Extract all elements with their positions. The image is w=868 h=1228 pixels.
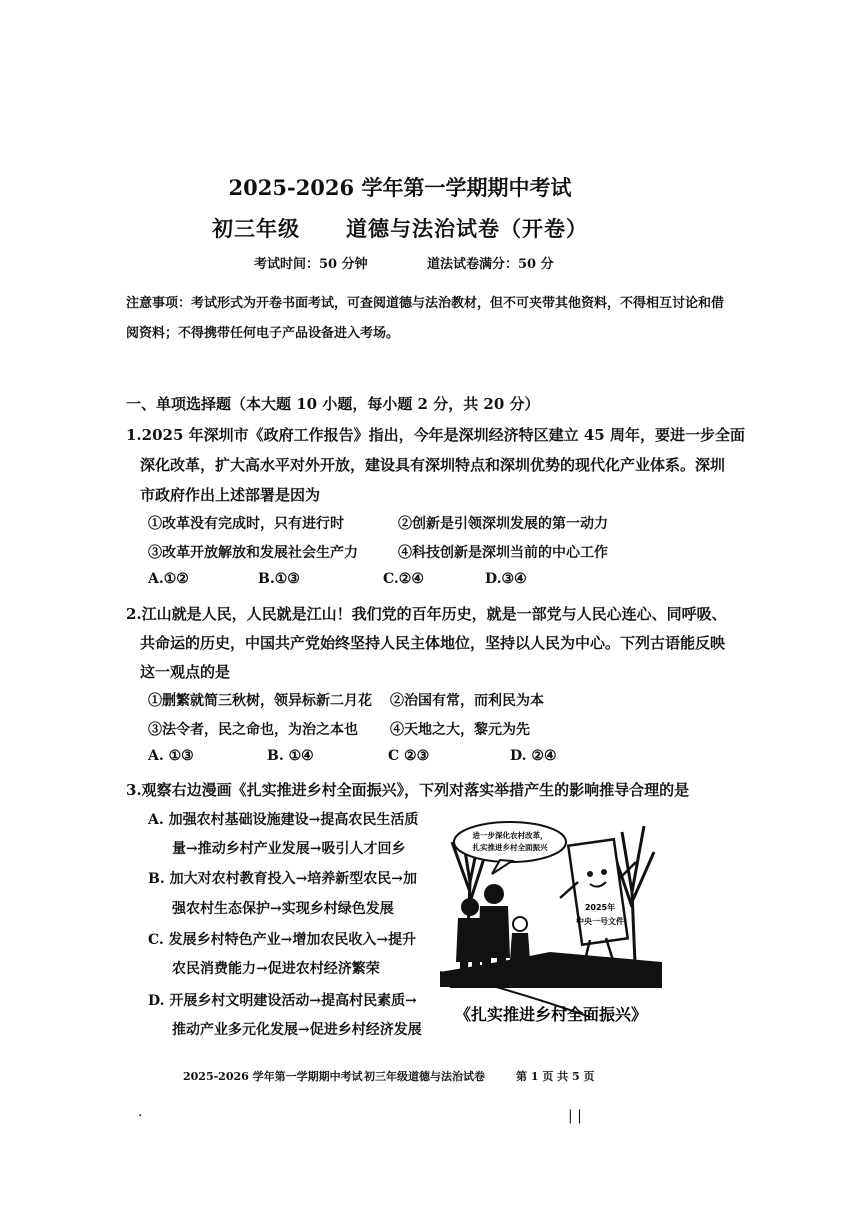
q3-option-b-line-1: B. 加大对农村教育投入→培养新型农民→加	[148, 871, 418, 887]
speech-text-line-2: 扎实推进乡村全面振兴	[472, 843, 548, 852]
q1-stem-line-3: 市政府作出上述部署是因为	[140, 486, 321, 504]
q1-statement-4: ④科技创新是深圳当前的中心工作	[398, 545, 608, 561]
footer-page-number: 第 1 页 共 5 页	[516, 1070, 595, 1083]
notice-line-2: 阅资料；不得携带任何电子产品设备进入考场。	[126, 326, 400, 341]
q1-statement-1: ①改革没有完成时，只有进行时	[148, 516, 344, 532]
q2-option-b: B. ①④	[267, 748, 314, 764]
q2-stem-line-1: 2.江山就是人民，人民就是江山！我们党的百年历史，就是一部党与人民心连心、同呼吸、	[126, 605, 727, 623]
footer-subject: 初三年级道德与法治试卷	[364, 1070, 485, 1083]
q1-option-c: C.②④	[383, 571, 424, 587]
exam-time: 考试时间：50 分钟	[254, 257, 368, 272]
exam-subtitle	[0, 213, 800, 243]
rural-revitalization-cartoon	[440, 812, 662, 1034]
q2-option-a: A. ①③	[148, 748, 194, 764]
grade-label: 初三年级	[212, 216, 300, 241]
q2-statement-2: ②治国有常，而利民为本	[390, 693, 544, 709]
q3-option-d-line-2: 推动产业多元化发展→促进乡村经济发展	[172, 1022, 422, 1038]
subject-label: 道德与法治试卷（开卷）	[346, 216, 588, 241]
footer-exam-title: 2025-2026 学年第一学期期中考试	[183, 1070, 363, 1083]
document-year: 2025年	[584, 903, 616, 912]
notice-line-1: 注意事项：考试形式为开卷书面考试，可查阅道德与法治教材，但不可夹带其他资料，不得相互讨论和借	[126, 296, 725, 311]
section-heading: 一、单项选择题（本大题 10 小题，每小题 2 分，共 20 分）	[126, 395, 540, 413]
q1-option-d: D.③④	[485, 571, 527, 587]
q3-option-b-line-2: 强农村生态保护→实现乡村绿色发展	[172, 901, 394, 917]
q3-option-c-line-2: 农民消费能力→促进农村经济繁荣	[172, 961, 380, 977]
q2-stem-line-2: 共命运的历史，中国共产党始终坚持人民主体地位，坚持以人民为中心。下列古语能反映	[140, 634, 726, 652]
q3-option-d-line-1: D. 开展乡村文明建设活动→提高村民素质→	[148, 993, 417, 1009]
q3-option-a-line-2: 量→推动乡村产业发展→吸引人才回乡	[172, 841, 406, 857]
document-title: 中央一号文件	[576, 917, 624, 926]
q2-option-c: C ②③	[388, 748, 430, 764]
speech-bubble	[454, 822, 566, 874]
scan-mark-dot: ·	[138, 1108, 143, 1124]
q2-statement-1: ①删繁就简三秋树，领异标新二月花	[148, 693, 372, 709]
cartoon-caption: 《扎实推进乡村全面振兴》	[454, 1005, 648, 1024]
q1-option-b: B.①③	[258, 571, 300, 587]
q2-statement-4: ④天地之大，黎元为先	[390, 722, 530, 738]
exam-title: 2025-2026 学年第一学期期中考试	[228, 175, 572, 200]
full-score: 道法试卷满分：50 分	[427, 257, 554, 272]
scan-mark-bars: | |	[568, 1108, 582, 1124]
q2-option-d: D. ②④	[510, 748, 557, 764]
q1-stem-line-2: 深化改革，扩大高水平对外开放，建设具有深圳特点和深圳优势的现代化产业体系。深圳	[140, 456, 726, 474]
q3-option-c-line-1: C. 发展乡村特色产业→增加农民收入→提升	[148, 932, 417, 948]
q1-stem-line-1: 1.2025 年深圳市《政府工作报告》指出，今年是深圳经济特区建立 45 周年，要进一步全面	[126, 426, 745, 444]
q1-option-a: A.①②	[148, 571, 189, 587]
q3-stem: 3.观察右边漫画《扎实推进乡村全面振兴》，下列对落实举措产生的影响推导合理的是	[126, 781, 690, 799]
q2-stem-line-3: 这一观点的是	[140, 663, 231, 681]
q1-statement-3: ③改革开放解放和发展社会生产力	[148, 545, 358, 561]
speech-text-line-1: 进一步深化农村改革，	[472, 831, 548, 840]
q2-statement-3: ③法令者，民之命也，为治之本也	[148, 722, 358, 738]
q1-statement-2: ②创新是引领深圳发展的第一动力	[398, 516, 608, 532]
q3-option-a-line-1: A. 加强农村基础设施建设→提高农民生活质	[148, 812, 419, 828]
